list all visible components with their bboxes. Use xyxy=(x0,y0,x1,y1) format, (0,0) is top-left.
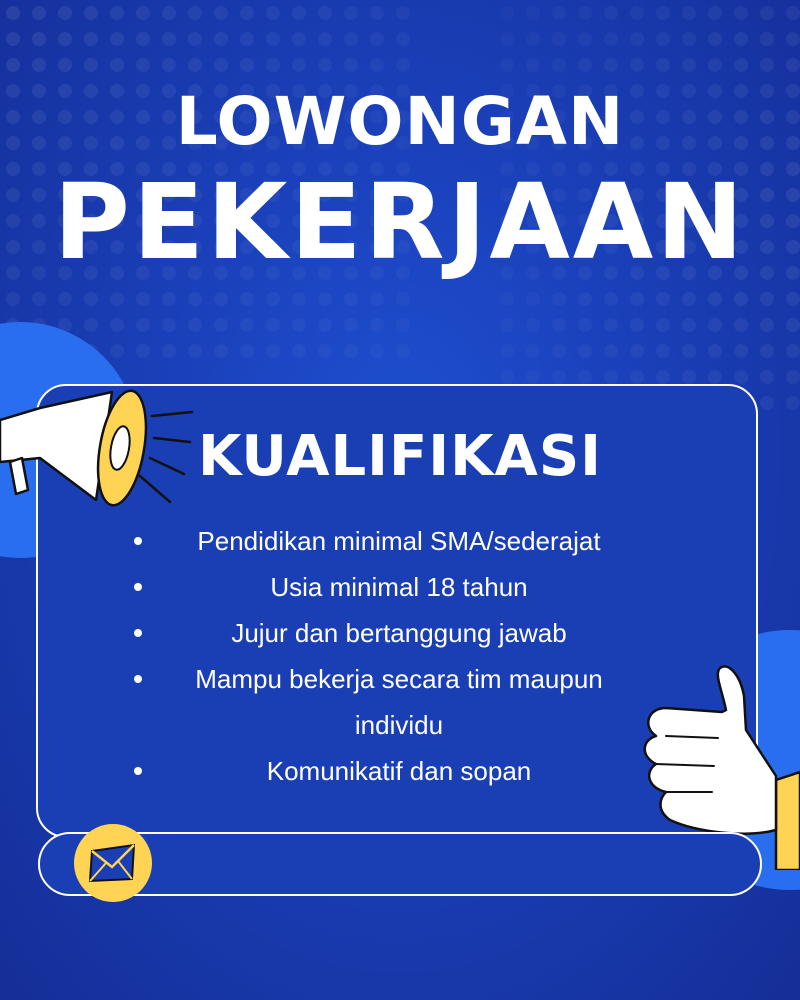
envelope-icon xyxy=(88,843,138,883)
list-item: Mampu bekerja secara tim maupun individu xyxy=(130,656,650,748)
list-item: Usia minimal 18 tahun xyxy=(130,564,650,610)
headline-line-1: LOWONGAN xyxy=(175,83,625,160)
list-item: Komunikatif dan sopan xyxy=(130,748,650,794)
qualification-list xyxy=(130,518,650,794)
list-item: Jujur dan bertanggung jawab xyxy=(130,610,650,656)
section-heading: KUALIFIKASI xyxy=(197,424,602,489)
list-item: Pendidikan minimal SMA/sederajat xyxy=(130,518,650,564)
headline-line-2: PEKERJAAN xyxy=(53,161,747,283)
envelope-badge xyxy=(74,824,152,902)
